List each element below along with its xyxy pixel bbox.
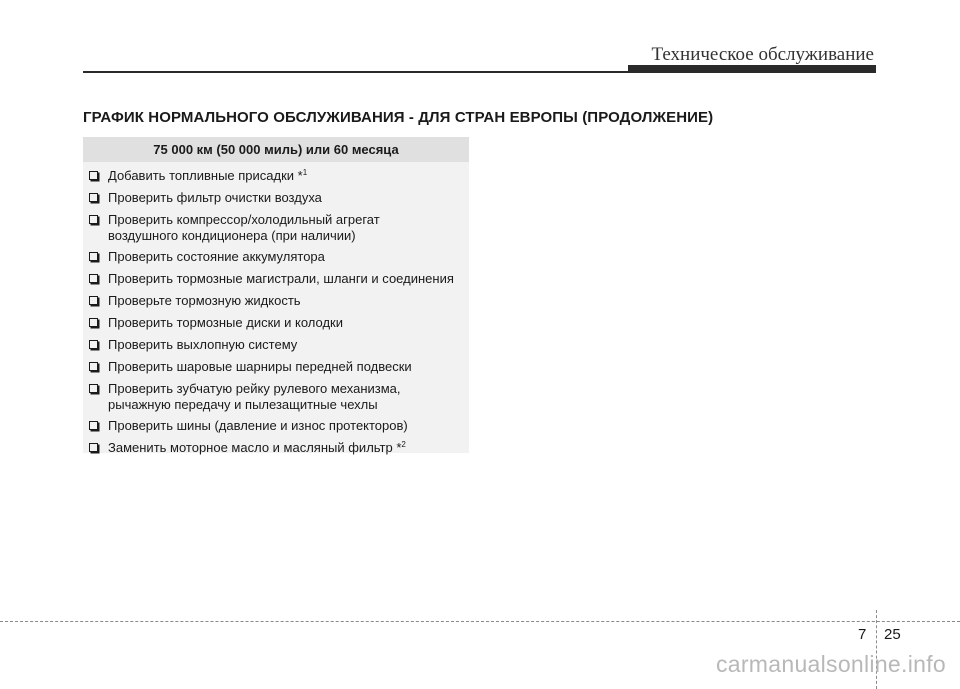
item-text-line2: воздушного кондиционера (при наличии): [108, 228, 356, 243]
item-text-line1: Проверить зубчатую рейку рулевого механизма,: [108, 381, 401, 396]
item-text: Добавить топливные присадки: [108, 168, 298, 183]
item-text: Проверить выхлопную систему: [108, 337, 298, 352]
list-item: [89, 440, 469, 456]
list-item: [89, 249, 469, 265]
list-item: [89, 359, 469, 375]
checkbox-icon: [89, 274, 98, 283]
checkbox-icon: [89, 340, 98, 349]
list-item: [89, 190, 469, 206]
list-item: [89, 212, 469, 244]
item-text: Проверить состояние аккумулятора: [108, 249, 325, 264]
section-title: ГРАФИК НОРМАЛЬНОГО ОБСЛУЖИВАНИЯ - ДЛЯ СТРАН ЕВРОПЫ (ПРОДОЛЖЕНИЕ): [83, 109, 714, 126]
list-item: [89, 315, 469, 331]
checkbox-icon: [89, 421, 98, 430]
checkbox-icon: [89, 252, 98, 261]
item-text: Проверить тормозные магистрали, шланги и соединения: [108, 271, 454, 286]
checkbox-icon: [89, 296, 98, 305]
page-header-title: Техническое обслуживание: [651, 44, 874, 65]
item-text: Заменить моторное масло и масляный фильтр: [108, 440, 397, 455]
footnote-mark: *: [297, 168, 303, 183]
footer-divider: [0, 621, 960, 622]
footnote-mark: *: [396, 440, 402, 455]
chapter-number: 7: [858, 626, 867, 643]
list-item: [89, 337, 469, 353]
item-text: Проверить фильтр очистки воздуха: [108, 190, 322, 205]
footnote-number: 1: [302, 168, 308, 177]
item-text-line2: рычажную передачу и пылезащитные чехлы: [108, 397, 378, 412]
checkbox-icon: [89, 443, 98, 452]
maintenance-table: [83, 137, 469, 453]
page-number: 25: [884, 626, 901, 643]
item-text: Проверить тормозные диски и колодки: [108, 315, 344, 330]
list-item: [89, 293, 469, 309]
list-item: [89, 271, 469, 287]
checkbox-icon: [89, 193, 98, 202]
list-item: [89, 381, 469, 413]
checkbox-icon: [89, 318, 98, 327]
maintenance-list: [83, 162, 469, 456]
checkbox-icon: [89, 215, 98, 224]
item-text: Проверить шины (давление и износ протекторов): [108, 418, 408, 433]
item-text: Проверьте тормозную жидкость: [108, 293, 301, 308]
footnote-number: 2: [401, 440, 406, 449]
watermark: carmanualsonline.info: [715, 651, 946, 677]
item-text: Проверить шаровые шарниры передней подвески: [108, 359, 412, 374]
item-text-line1: Проверить компрессор/холодильный агрегат: [108, 212, 380, 227]
checkbox-icon: [89, 171, 98, 180]
header-rule-thin: [83, 71, 630, 73]
table-header: 75 000 км (50 000 миль) или 60 месяца: [83, 137, 469, 162]
list-item: [89, 168, 469, 184]
checkbox-icon: [89, 362, 98, 371]
list-item: [89, 418, 469, 434]
checkbox-icon: [89, 384, 98, 393]
header-rule-thick: [628, 65, 876, 73]
